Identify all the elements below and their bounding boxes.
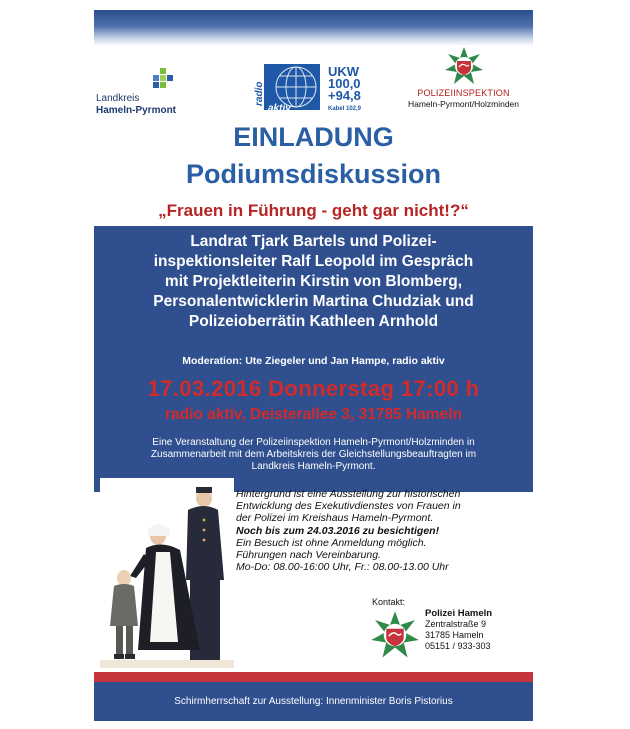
exhibit-line: der Polizei im Kreishaus Hameln-Pyrmont.: [236, 512, 434, 525]
radio-word: radio: [254, 81, 265, 106]
exhibit-deadline: Noch bis zum 24.03.2016 zu besichtigen!: [236, 524, 440, 537]
contact-street: Zentralstraße 9: [425, 619, 487, 629]
freq-1: 100,0: [328, 76, 361, 91]
contact-label: Kontakt:: [372, 597, 406, 607]
title-einladung: EINLADUNG: [233, 122, 394, 152]
exhibit-line: Führungen nach Vereinbarung.: [236, 549, 381, 562]
exhibit-line: Hintergrund ist eine Ausstellung zur historischen: [236, 488, 461, 500]
title-podiumsdiskussion: Podiumsdiskussion: [185, 159, 442, 189]
speakers-line: Personalentwicklerin Martina Chudziak und: [153, 293, 474, 310]
exhibit-line: Ein Besuch ist ohne Anmeldung möglich.: [236, 536, 427, 549]
police-star-small-icon: [370, 610, 420, 660]
info-panel: [94, 226, 533, 492]
contact-phone: 05151 / 933-303: [425, 641, 491, 651]
footer: Schirmherrschaft zur Ausstellung: Innenminister Boris Pistorius: [94, 682, 533, 721]
landkreis-mark-icon: [153, 68, 175, 90]
footer-red-stripe: [94, 672, 533, 682]
exhibit-hours: Mo-Do: 08.00-16:00 Uhr, Fr.: 08.00-13.00 Uhr: [236, 561, 449, 574]
landkreis-logo: [96, 68, 196, 118]
kabel-freq: Kabel 102,9: [328, 106, 362, 112]
landkreis-name: Hameln-Pyrmont: [96, 105, 177, 116]
historic-police-illustration: [100, 478, 234, 668]
ukw-label: UKW: [328, 64, 360, 79]
contact-name: Polizei Hameln: [425, 608, 493, 619]
organizer-line: Eine Veranstaltung der Polizeiinspektion Hameln-Pyrmont/Holzminden in: [152, 437, 475, 448]
polizei-region: Hameln-Pyrmont/Holzminden: [407, 99, 519, 109]
event-address: radio aktiv, Deisterallee 3, 31785 Hameln: [165, 406, 462, 423]
exhibit-line: Entwicklung des Exekutivdienstes von Frauen in: [236, 500, 461, 513]
radio-aktiv-logo: [254, 62, 374, 114]
exhibit-description: [236, 488, 528, 573]
freq-2: +94,8: [328, 88, 361, 103]
event-subtitle: „Frauen in Führung - geht gar nicht!?“: [158, 201, 469, 220]
flyer: [94, 10, 533, 721]
speakers-line: inspektionsleiter Ralf Leopold im Gespräch: [153, 253, 474, 270]
speakers-text: [98, 232, 529, 332]
speakers-line: Landrat Tjark Bartels und Polizei-: [190, 233, 437, 250]
radio-frequencies: [328, 66, 361, 102]
contact-block: [425, 608, 492, 652]
top-band: [94, 10, 533, 46]
polizei-title: POLIZEIINSPEKTION: [417, 88, 510, 98]
speakers-line: mit Projektleiterin Kirstin von Blomberg,: [164, 273, 463, 290]
moderation-text: Moderation: Ute Ziegeler und Jan Hampe, radio aktiv: [182, 355, 445, 367]
polizei-logo: [394, 46, 533, 116]
speakers-line: Polizeioberrätin Kathleen Arnhold: [188, 313, 439, 330]
organizer-text: [108, 437, 519, 473]
contact-city: 31785 Hameln: [425, 630, 484, 640]
event-date: 17.03.2016 Donnerstag 17:00 h: [147, 376, 480, 401]
aktiv-word: aktiv: [268, 103, 291, 114]
organizer-line: Zusammenarbeit mit dem Arbeitskreis der Gleichstellungsbeauftragten im: [150, 449, 477, 460]
radio-aktiv-globe-icon: [254, 62, 324, 114]
police-star-icon: [444, 46, 484, 86]
organizer-line: Landkreis Hameln-Pyrmont.: [251, 461, 376, 472]
landkreis-label: Landkreis: [96, 93, 140, 104]
